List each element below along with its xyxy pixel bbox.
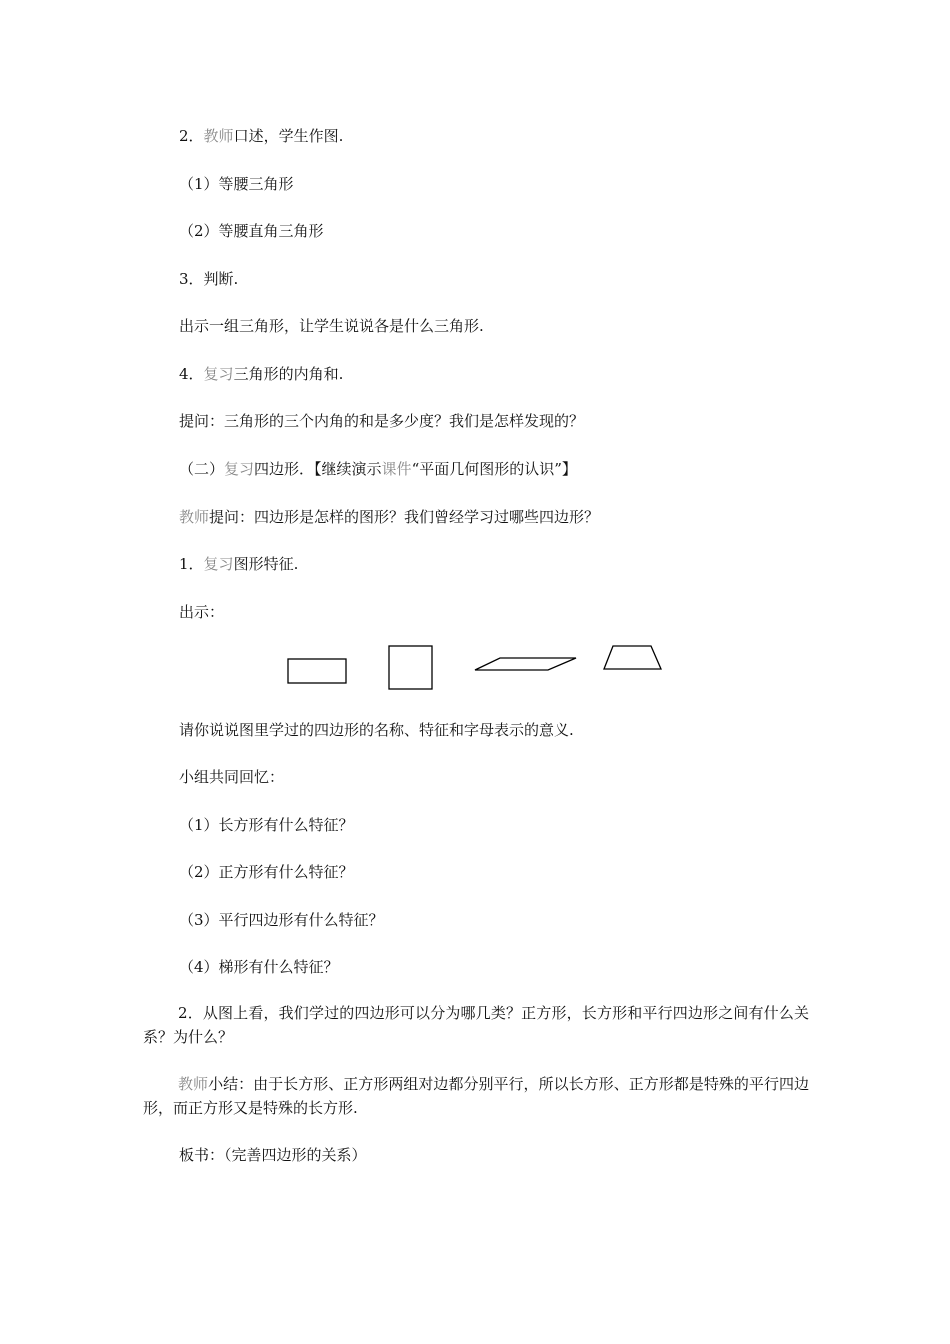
step-number: 1． (179, 555, 204, 573)
describe-quadrilaterals: 请你说说图里学过的四边形的名称、特征和字母表示的意义. (179, 721, 574, 739)
step-text: 图形特征. (233, 555, 299, 573)
square-shape (389, 646, 432, 689)
question-angle-sum: 提问：三角形的三个内角的和是多少度？我们是怎样发现的？ (179, 412, 585, 430)
question-text: 提问：四边形是怎样的图形？我们曾经学习过哪些四边形？ (209, 508, 600, 526)
show-triangles-text: 出示一组三角形，让学生说说各是什么三角形. (179, 317, 484, 335)
step-number: 2． (179, 127, 204, 145)
step-2-heading (179, 126, 343, 146)
quadrilateral-figures (280, 640, 680, 695)
step-number: 4． (179, 365, 204, 383)
review-link-text: 复习 (224, 460, 255, 478)
step-1-heading (179, 554, 298, 574)
teacher-link-text: 教师 (203, 127, 234, 145)
teacher-link-text: 教师 (179, 508, 210, 526)
rectangle-shape (288, 659, 346, 683)
courseware-link-text: 课件 (381, 460, 412, 478)
teacher-question (179, 507, 599, 527)
question-rectangle: （1）长方形有什么特征？ (179, 816, 354, 834)
step-3-heading: 3．判断. (179, 270, 239, 288)
paragraph-teacher-summary (143, 1072, 809, 1120)
section-2-heading (179, 459, 577, 479)
group-recall: 小组共同回忆： (179, 768, 285, 786)
question-square: （2）正方形有什么特征？ (179, 863, 354, 881)
review-link-text: 复习 (203, 365, 234, 383)
step-4-heading (179, 364, 343, 384)
item-isosceles-triangle: （1）等腰三角形 (179, 175, 294, 193)
teacher-link-text: 教师 (178, 1075, 209, 1093)
courseware-title: “平面几何图形的认识”】 (411, 460, 577, 478)
question-parallelogram: （3）平行四边形有什么特征？ (179, 911, 384, 929)
summary-text: 小结：由于长方形、正方形两组对边都分别平行，所以长方形、正方形都是特殊的平行四边形，而正方形又是特殊的长方形. (143, 1075, 809, 1117)
section-number: （二） (179, 460, 225, 478)
paragraph-classification: 2．从图上看，我们学过的四边形可以分为哪几类？正方形，长方形和平行四边形之间有什么关系？为什么？ (143, 1004, 809, 1046)
section-text: 四边形．【继续演示 (254, 460, 382, 478)
step-text: 口述，学生作图. (233, 127, 344, 145)
item-isosceles-right-triangle: （2）等腰直角三角形 (179, 222, 324, 240)
parallelogram-shape (475, 658, 576, 670)
step-text: 三角形的内角和. (233, 365, 344, 383)
trapezoid-shape (604, 646, 661, 669)
review-link-text: 复习 (203, 555, 234, 573)
show-label: 出示： (179, 603, 225, 621)
board-writing: 板书：（完善四边形的关系） (179, 1146, 367, 1164)
question-trapezoid: （4）梯形有什么特征？ (179, 958, 339, 976)
